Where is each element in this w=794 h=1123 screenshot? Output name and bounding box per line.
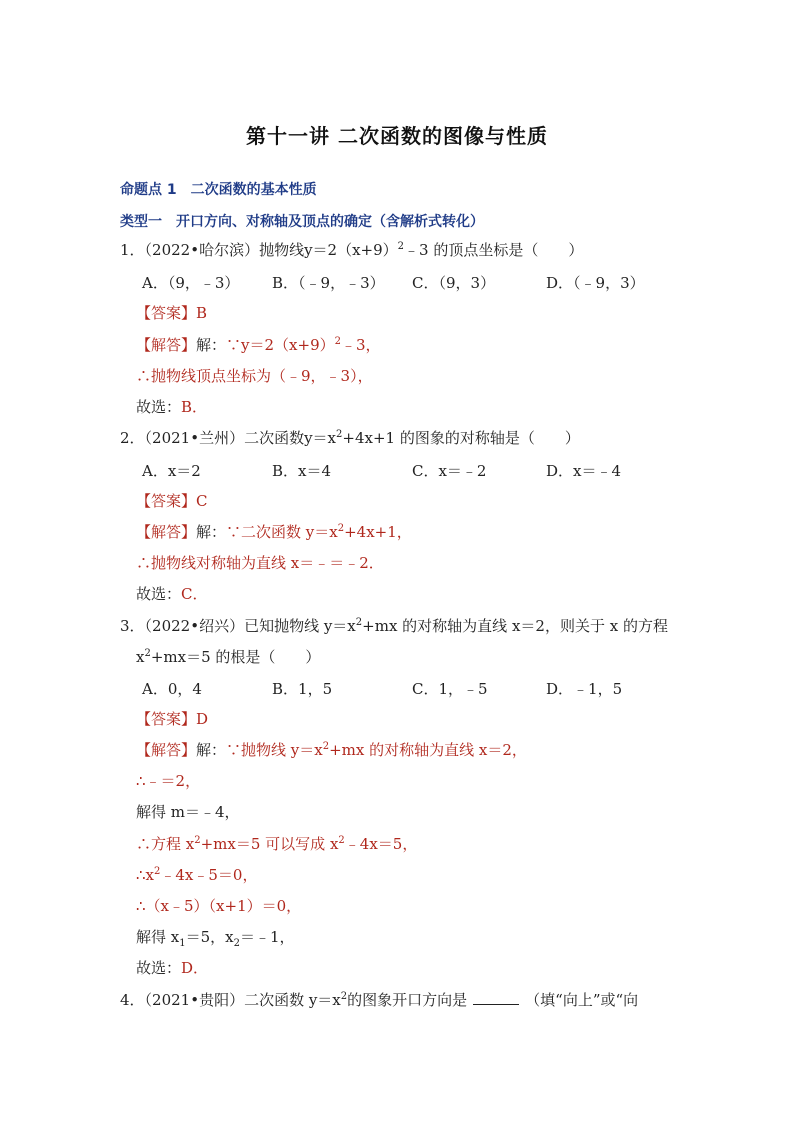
solution-prefix: 解： <box>196 741 227 759</box>
solution-text: ∴x <box>136 866 155 884</box>
solution-label: 【解答】 <box>136 336 197 354</box>
q3-solution-line-3: 解得 m＝﹣4， <box>136 803 240 821</box>
solution-text: +mx＝5 可以写成 x <box>200 835 339 853</box>
q1-option-d: D．（﹣9，3） <box>546 274 645 292</box>
q1-answer <box>136 303 207 323</box>
question-source: （2022•哈尔滨）抛物线 <box>144 241 305 259</box>
answer-label: 【答案】 <box>136 492 197 510</box>
superscript: 2 <box>355 617 363 628</box>
q2-choice <box>136 584 208 604</box>
choose-label: 故选： <box>136 585 182 603</box>
fill-in-blank[interactable] <box>473 990 519 1005</box>
solution-text: 解得 x <box>136 928 180 946</box>
q3-solution-line-4 <box>136 834 417 854</box>
solution-label: 【解答】 <box>136 523 197 541</box>
choice-value: C． <box>181 585 208 603</box>
question-number: 2． <box>120 429 145 447</box>
answer-value: C <box>196 492 208 510</box>
answer-label: 【答案】 <box>136 304 197 322</box>
question-number: 3． <box>120 617 145 635</box>
superscript: 2 <box>336 429 343 440</box>
q2-option-d: D．x＝﹣4 <box>546 462 622 480</box>
superscript: 2 <box>340 991 348 1002</box>
superscript: 2 <box>338 835 345 846</box>
q2-solution-line-2: ∴抛物线对称轴为直线 x＝﹣＝﹣2． <box>136 554 384 572</box>
question-text: +mx 的对称轴为直线 x＝2，则关于 x 的方程 <box>362 617 668 635</box>
q1-choice <box>136 397 207 417</box>
q3-solution-line-2: ∴﹣＝2， <box>136 772 201 790</box>
solution-text: +mx 的对称轴为直线 x＝2， <box>329 741 527 759</box>
q2-option-a: A．x＝2 <box>142 462 201 480</box>
question-text: 的图象开口方向是 <box>347 991 468 1009</box>
q2-answer <box>136 491 208 511</box>
solution-text: ＝﹣1， <box>240 928 295 946</box>
solution-prefix: 解： <box>196 523 227 541</box>
superscript: 2 <box>322 741 330 752</box>
q3-option-d: D．﹣1，5 <box>546 680 623 698</box>
solution-text: ∵二次函数 y＝x <box>226 523 338 541</box>
q3-solution-line-5 <box>136 865 257 885</box>
q2-option-c: C．x＝﹣2 <box>412 462 487 480</box>
subscript: 1 <box>179 938 186 949</box>
q1-option-c: C．（9，3） <box>412 274 496 292</box>
q3-option-c: C．1，﹣5 <box>412 680 488 698</box>
subsection-heading: 类型一 开口方向、对称轴及顶点的确定（含解析式转化） <box>120 214 484 230</box>
q2-option-b: B．x＝4 <box>272 462 332 480</box>
q3-solution-line-7 <box>136 927 295 947</box>
q2-solution-line-1 <box>136 522 412 542</box>
solution-text: ﹣3， <box>341 336 381 354</box>
q3-option-a: A．0，4 <box>142 680 202 698</box>
choose-label: 故选： <box>136 398 182 416</box>
choice-value: D． <box>181 959 209 977</box>
q1-option-b: B．（﹣9，﹣3） <box>272 274 385 292</box>
question-number: 4． <box>120 991 145 1009</box>
question-expression: y＝x <box>304 429 337 447</box>
question-text: （2021•贵阳）二次函数 y＝x <box>144 991 341 1009</box>
question-text: x <box>136 648 145 666</box>
choose-label: 故选： <box>136 959 182 977</box>
q1-solution-line-2: ∴抛物线顶点坐标为（﹣9，﹣3）， <box>136 367 373 385</box>
question-text: （2022•绍兴）已知抛物线 y＝x <box>144 617 356 635</box>
superscript: 2 <box>154 866 161 877</box>
question-number: 1． <box>120 241 145 259</box>
question-2 <box>120 428 580 448</box>
q3-answer <box>136 709 208 729</box>
section-heading: 命题点 1 二次函数的基本性质 <box>120 182 317 198</box>
question-3-line-1 <box>120 616 668 636</box>
question-1 <box>120 240 583 260</box>
solution-text: ﹣4x﹣5＝0， <box>160 866 258 884</box>
solution-text: ＝5，x <box>185 928 234 946</box>
choice-value: B． <box>181 398 208 416</box>
solution-prefix: 解： <box>196 336 227 354</box>
solution-text: +4x+1， <box>344 523 412 541</box>
solution-text: ∵y＝2（x+9） <box>226 336 335 354</box>
answer-label: 【答案】 <box>136 710 197 728</box>
superscript: 2 <box>334 336 341 347</box>
superscript: 2 <box>337 523 345 534</box>
solution-text: ∵抛物线 y＝x <box>226 741 323 759</box>
question-3-line-2 <box>136 647 320 667</box>
question-tail: +4x+1 的图象的对称轴是（ ） <box>342 429 580 447</box>
superscript: 2 <box>144 648 151 659</box>
question-expression: y＝2（x+9） <box>304 241 398 259</box>
q3-solution-line-1 <box>136 740 527 760</box>
question-tail: ﹣3 的顶点坐标是（ ） <box>404 241 584 259</box>
solution-text: ∴方程 x <box>136 835 195 853</box>
solution-label: 【解答】 <box>136 741 197 759</box>
q3-choice <box>136 958 208 978</box>
answer-value: B <box>196 304 208 322</box>
q1-option-a: A．（9，﹣3） <box>142 274 240 292</box>
question-text: （填“向上”或“向 <box>525 991 639 1009</box>
solution-text: ﹣4x＝5， <box>344 835 418 853</box>
superscript: 2 <box>397 241 405 252</box>
q3-option-b: B．1，5 <box>272 680 333 698</box>
question-source: （2021•兰州）二次函数 <box>144 429 305 447</box>
q3-solution-line-6: ∴（x﹣5）（x+1）＝0， <box>136 897 302 915</box>
superscript: 2 <box>194 835 201 846</box>
subscript: 2 <box>233 938 240 949</box>
answer-value: D <box>196 710 209 728</box>
page-title: 第十一讲 二次函数的图像与性质 <box>246 124 548 148</box>
question-text: +mx＝5 的根是（ ） <box>150 648 321 666</box>
question-4 <box>120 990 638 1010</box>
q1-solution-line-1 <box>136 335 381 355</box>
